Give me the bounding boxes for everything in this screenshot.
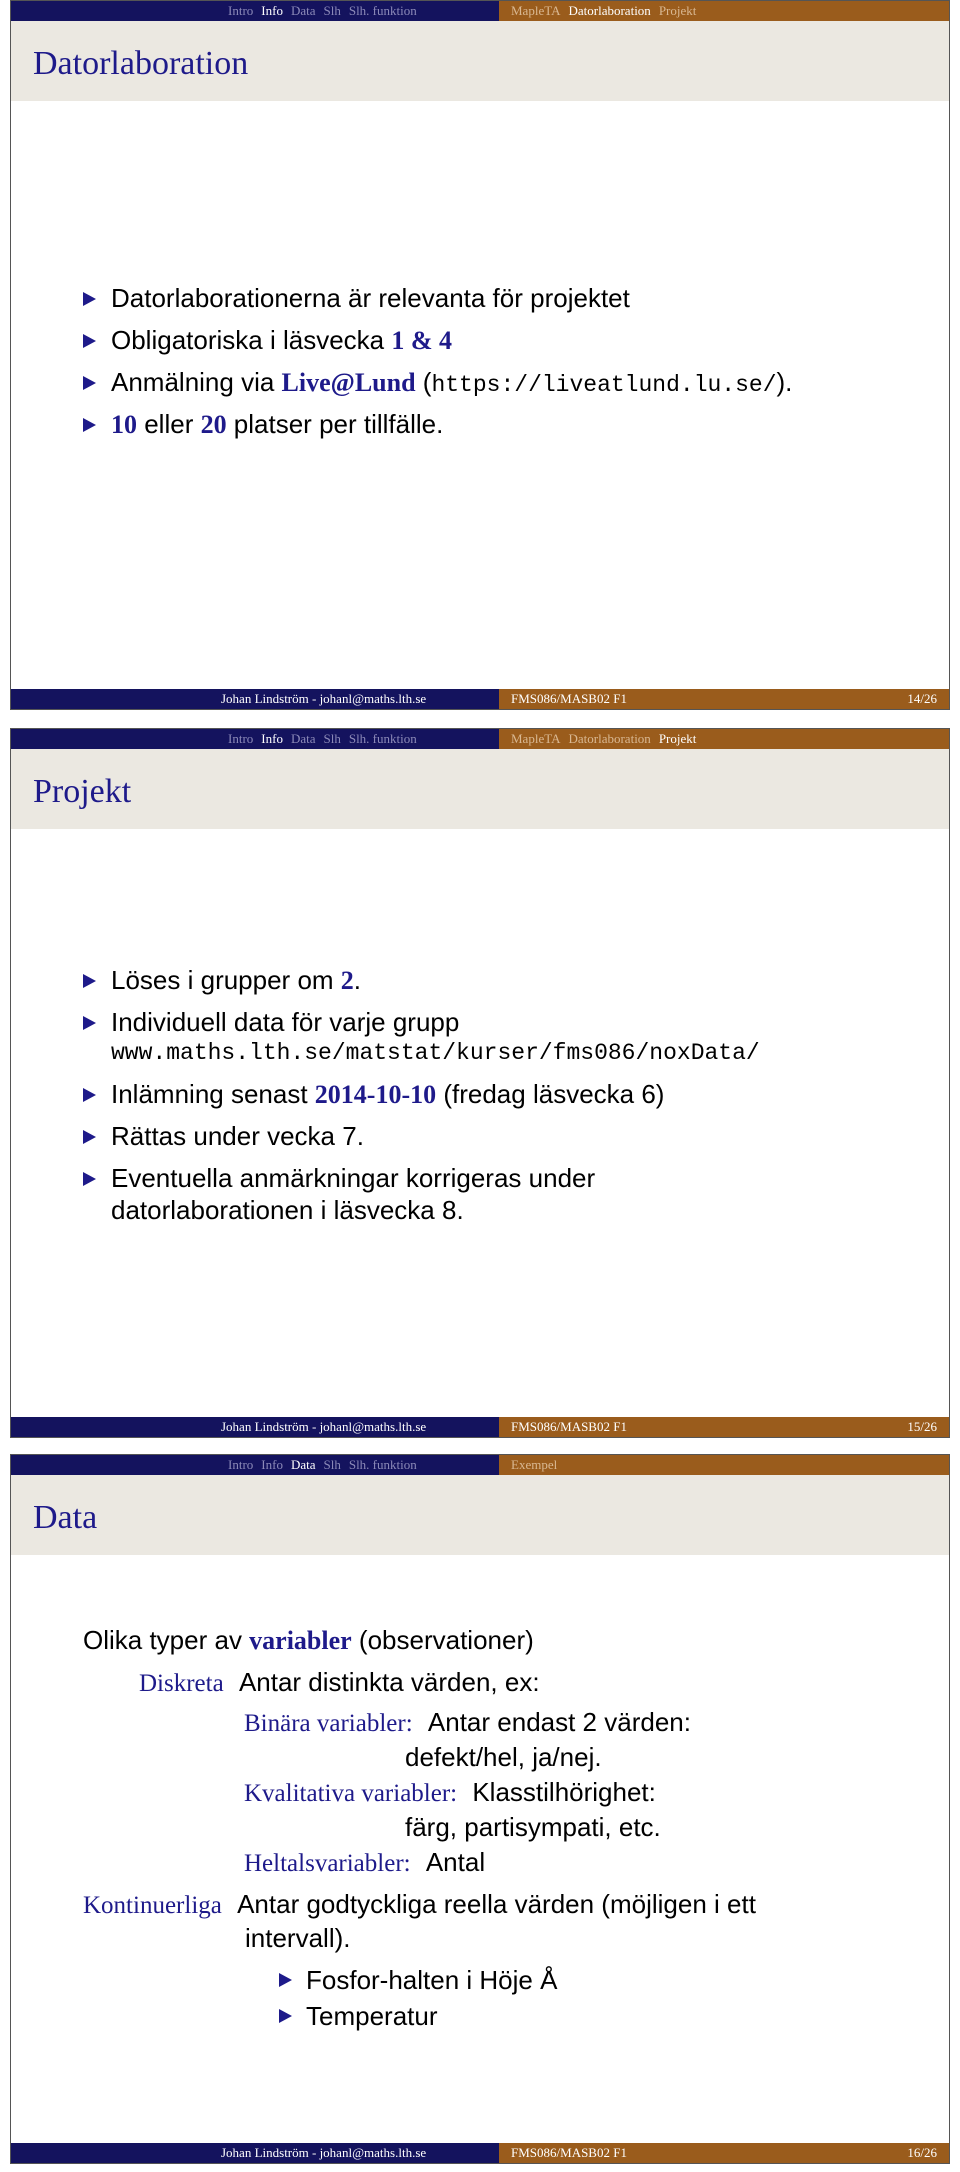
bullet-item: 10 eller 20 platser per tillfälle. <box>111 409 792 451</box>
subsection-nav <box>511 1457 565 1473</box>
nav-info[interactable]: Info <box>261 1457 283 1472</box>
nox-data-url[interactable]: www.maths.lth.se/matstat/kurser/fms086/noxData/ <box>111 1039 760 1066</box>
nav-intro[interactable]: Intro <box>228 3 254 18</box>
bullet-triangle-icon <box>83 418 96 432</box>
nav-data[interactable]: Data <box>290 731 316 746</box>
nav-info[interactable]: Info <box>261 731 283 746</box>
nav-intro[interactable]: Intro <box>228 1457 254 1472</box>
title-bar <box>11 1475 949 1555</box>
nav-slh[interactable]: Slh <box>323 731 341 746</box>
nav-data[interactable]: Data <box>290 1457 316 1472</box>
discrete-row: Diskreta Antar distinkta värden, ex: <box>139 1667 540 1697</box>
bullet-list <box>111 965 760 1235</box>
nav-slh-funktion[interactable]: Slh. funktion <box>348 1457 417 1472</box>
nav-projekt[interactable]: Projekt <box>658 3 697 18</box>
slide-data <box>10 1454 950 2164</box>
bullet-triangle-icon <box>83 334 96 348</box>
title-bar <box>11 749 949 829</box>
bullet-triangle-icon <box>83 1130 96 1144</box>
nav-mapleta[interactable]: MapleTA <box>511 3 561 18</box>
bullet-triangle-icon <box>83 292 96 306</box>
bullet-triangle-icon <box>83 376 96 390</box>
nav-projekt[interactable]: Projekt <box>658 731 697 746</box>
slide-title: Datorlaboration <box>33 45 249 82</box>
section-nav <box>228 731 425 747</box>
header-bar <box>11 1455 949 1475</box>
footer-page-number: 14/26 <box>907 691 937 706</box>
slide-datorlaboration <box>10 0 950 710</box>
footer-course: FMS086/MASB02 F1 <box>511 2145 627 2160</box>
footer-author: Johan Lindström - johanl@maths.lth.se <box>221 691 427 706</box>
bullet-triangle-icon <box>83 1088 96 1102</box>
bullet-item: Obligatoriska i läsvecka 1 & 4 <box>111 325 792 367</box>
example-item: Fosfor-halten i Höje Å <box>279 1965 557 1996</box>
bullet-triangle-icon <box>83 1172 96 1186</box>
nav-slh[interactable]: Slh <box>323 1457 341 1472</box>
slide-title: Data <box>33 1499 98 1536</box>
bullet-item: Eventuella anmärkningar korrigeras under datorlaborationen i läsvecka 8. <box>111 1163 760 1235</box>
qualitative-row: Kvalitativa variabler: Klasstilhörighet: <box>244 1777 656 1807</box>
footer-page-number: 16/26 <box>907 2145 937 2160</box>
section-nav <box>228 1457 425 1473</box>
section-nav <box>228 3 425 19</box>
continuous-row-cont: intervall). <box>245 1923 351 1953</box>
footer-bar <box>11 1417 949 1437</box>
binary-row-cont: defekt/hel, ja/nej. <box>405 1742 602 1772</box>
slide-title: Projekt <box>33 773 132 810</box>
bullet-triangle-icon <box>279 1973 292 1987</box>
integer-row: Heltalsvariabler: Antal <box>244 1847 486 1877</box>
nav-info[interactable]: Info <box>261 3 283 18</box>
nav-intro[interactable]: Intro <box>228 731 254 746</box>
subsection-nav <box>511 731 704 747</box>
continuous-row: Kontinuerliga Antar godtyckliga reella värden (möjligen i ett <box>83 1889 756 1919</box>
bullet-triangle-icon <box>83 974 96 988</box>
nav-mapleta[interactable]: MapleTA <box>511 731 561 746</box>
footer-course: FMS086/MASB02 F1 <box>511 691 627 706</box>
header-bar <box>11 729 949 749</box>
liveatlund-url[interactable]: https://liveatlund.lu.se/ <box>431 372 777 398</box>
footer-page-number: 15/26 <box>907 1419 937 1434</box>
continuous-label: Kontinuerliga <box>83 1892 222 1919</box>
bullet-item: Inlämning senast 2014-10-10 (fredag läsvecka 6) <box>111 1079 760 1121</box>
footer-course: FMS086/MASB02 F1 <box>511 1419 627 1434</box>
bullet-item: Anmälning via Live@Lund (https://liveatlund.lu.se/). <box>111 367 792 409</box>
intro-line: Olika typer av variabler (observationer) <box>83 1625 534 1655</box>
bullet-item: Löses i grupper om 2. <box>111 965 760 1007</box>
nav-datorlaboration[interactable]: Datorlaboration <box>568 731 651 746</box>
discrete-label: Diskreta <box>139 1670 224 1697</box>
subsection-nav <box>511 3 704 19</box>
footer-author: Johan Lindström - johanl@maths.lth.se <box>221 1419 427 1434</box>
binary-row: Binära variabler: Antar endast 2 värden: <box>244 1707 691 1737</box>
nav-data[interactable]: Data <box>290 3 316 18</box>
footer-author: Johan Lindström - johanl@maths.lth.se <box>221 2145 427 2160</box>
bullet-triangle-icon <box>83 1016 96 1030</box>
nav-slh-funktion[interactable]: Slh. funktion <box>348 3 417 18</box>
bullet-item: Datorlaborationerna är relevanta för projektet <box>111 283 792 325</box>
bullet-list <box>111 283 792 451</box>
footer-bar <box>11 2143 949 2163</box>
nav-slh[interactable]: Slh <box>323 3 341 18</box>
qualitative-row-cont: färg, partisympati, etc. <box>405 1812 661 1842</box>
example-item: Temperatur <box>279 2001 438 2032</box>
title-bar <box>11 21 949 101</box>
nav-datorlaboration[interactable]: Datorlaboration <box>568 3 651 18</box>
bullet-item: Rättas under vecka 7. <box>111 1121 760 1163</box>
bullet-item: Individuell data för varje grupp www.maths.lth.se/matstat/kurser/fms086/noxData/ <box>111 1007 760 1079</box>
footer-bar <box>11 689 949 709</box>
nav-slh-funktion[interactable]: Slh. funktion <box>348 731 417 746</box>
liveatlund-link[interactable]: Live@Lund <box>281 368 416 397</box>
slide-projekt <box>10 728 950 1438</box>
header-bar <box>11 1 949 21</box>
nav-exempel[interactable]: Exempel <box>511 1457 558 1472</box>
bullet-triangle-icon <box>279 2009 292 2023</box>
